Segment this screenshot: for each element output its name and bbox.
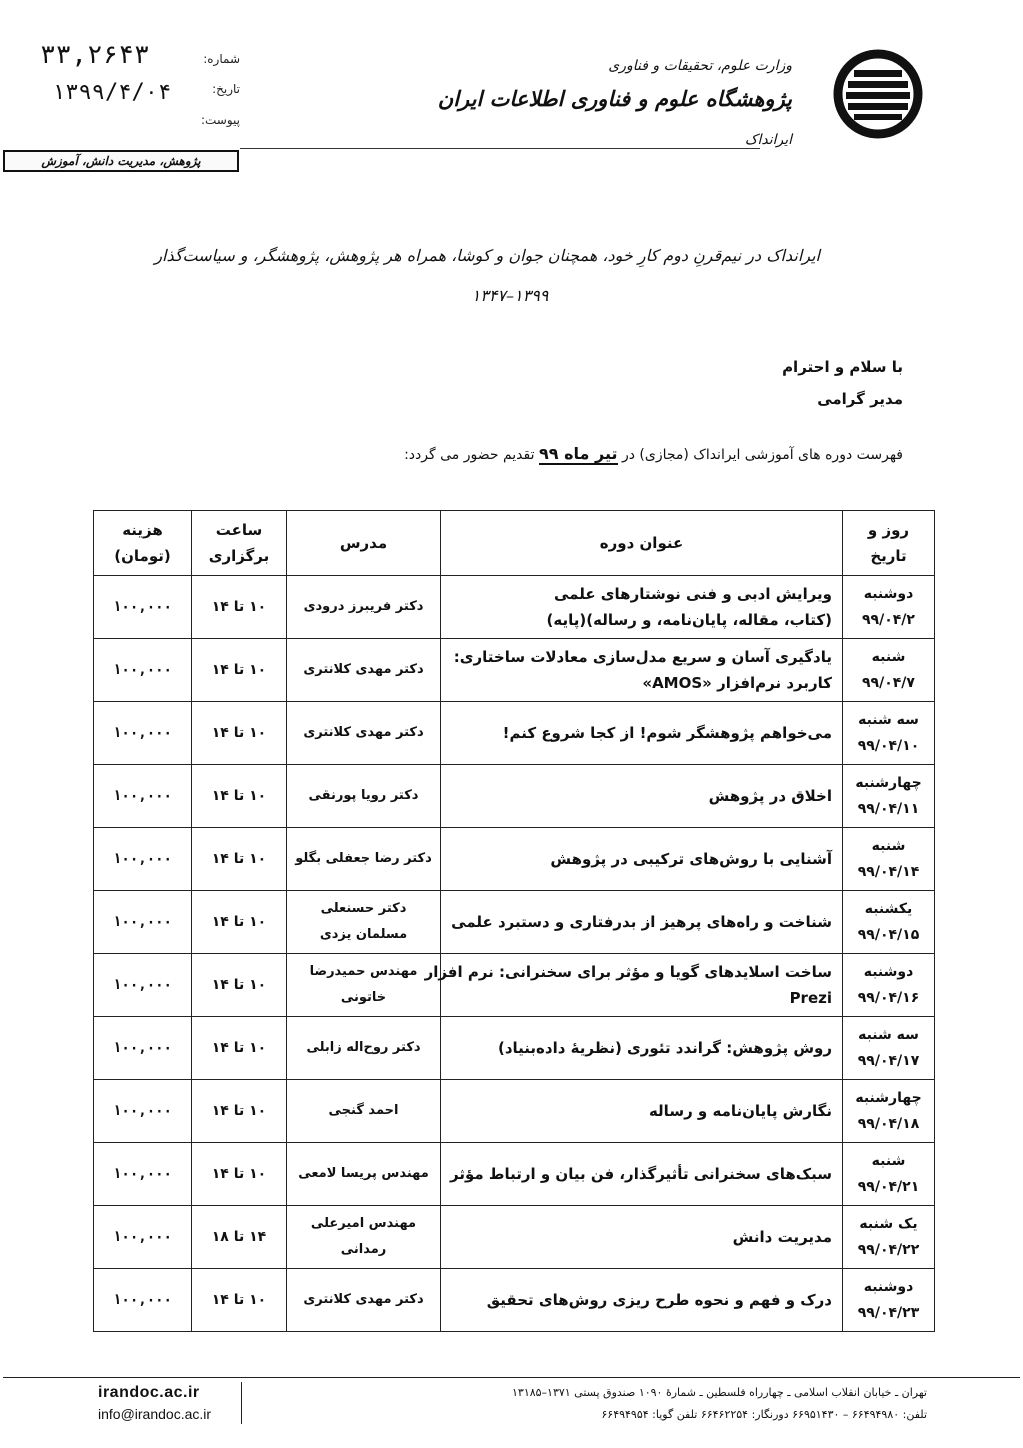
cell-title [441, 1080, 843, 1143]
cell-day-date [843, 1143, 935, 1206]
cell-date: ۹۹/۰۴/۲۱ [857, 1179, 920, 1195]
cell-day: سه شنبه [858, 1027, 919, 1043]
cell-teacher: مهندس پریسا لامعی [287, 1143, 441, 1206]
cell-title [441, 891, 843, 954]
cell-day-date [843, 639, 935, 702]
email-link[interactable]: info@irandoc.ac.ir [98, 1406, 212, 1422]
cell-title [441, 1206, 843, 1269]
date-label: تاریخ: [212, 82, 240, 96]
cell-day: شنبه [871, 649, 906, 665]
cell-fee: ۱۰۰,۰۰۰ [94, 639, 192, 702]
cell-date: ۹۹/۰۴/۲ [862, 612, 915, 628]
cell-title-line1: شناخت و راه‌های پرهیز از بدرفتاری و دستبرد علمی [451, 913, 832, 931]
cell-fee: ۱۰۰,۰۰۰ [94, 702, 192, 765]
cell-title-line1: مدیریت دانش [732, 1228, 832, 1246]
header-teacher: مدرس [287, 511, 441, 576]
cell-date: ۹۹/۰۴/۱۴ [857, 864, 920, 880]
postal-address: تهران ـ خیابان انقلاب اسلامی ـ چهارراه فلسطین ـ شمارهٔ ۱۰۹۰ صندوق پستی ۱۳۷۱–۱۳۱۸۵ [512, 1386, 927, 1399]
cell-time: ۱۰ تا ۱۴ [192, 1017, 287, 1080]
footer-divider [241, 1382, 242, 1424]
cell-teacher: احمد گنجی [287, 1080, 441, 1143]
cell-day: دوشنبه [863, 586, 914, 602]
cell-day-date [843, 828, 935, 891]
cell-date: ۹۹/۰۴/۱۵ [857, 927, 920, 943]
table-row [94, 954, 935, 1017]
cell-time: ۱۰ تا ۱۴ [192, 1080, 287, 1143]
cell-title-line1: می‌خواهم پژوهشگر شوم! از کجا شروع کنم! [502, 724, 832, 742]
header-fee [94, 511, 192, 576]
table-row [94, 828, 935, 891]
cell-time: ۱۰ تا ۱۴ [192, 702, 287, 765]
cell-teacher: مهندس امیرعلی رمدانی [287, 1206, 441, 1269]
cell-time: ۱۰ تا ۱۴ [192, 1269, 287, 1332]
cell-title-line1: درک و فهم و نحوه طرح ریزی روش‌های تحقیق [486, 1291, 832, 1309]
cell-title-line1: نگارش پایان‌نامه و رساله [648, 1102, 832, 1120]
cell-fee: ۱۰۰,۰۰۰ [94, 1017, 192, 1080]
cell-title [441, 1269, 843, 1332]
cell-fee: ۱۰۰,۰۰۰ [94, 1143, 192, 1206]
organization-abbreviation: ایرانداک [744, 132, 792, 148]
header-rule [240, 148, 760, 149]
cell-title [441, 765, 843, 828]
cell-day: یکشنبه [864, 901, 913, 917]
cell-title [441, 639, 843, 702]
cell-title [441, 702, 843, 765]
cell-teacher: دکتر روح‌اله زابلی [287, 1017, 441, 1080]
courses-table [93, 510, 935, 1332]
cell-title-line2: Prezi [789, 989, 832, 1007]
cell-title-line1: ساخت اسلایدهای گویا و مؤثر برای سخنرانی: نرم افزار [424, 963, 832, 981]
cell-time: ۱۰ تا ۱۴ [192, 891, 287, 954]
table-row [94, 1017, 935, 1080]
phone-numbers: تلفن: ۶۶۴۹۴۹۸۰ – ۶۶۹۵۱۴۳۰ دورنگار: ۶۶۴۶۲۲۵۴ تلفن گویا: ۶۶۴۹۴۹۵۴ [601, 1408, 927, 1421]
cell-date: ۹۹/۰۴/۱۰ [857, 738, 920, 754]
table-row [94, 765, 935, 828]
cell-date: ۹۹/۰۴/۱۷ [857, 1053, 920, 1069]
cell-fee: ۱۰۰,۰۰۰ [94, 1080, 192, 1143]
cell-teacher: مهندس حمیدرضا خاتونی [287, 954, 441, 1017]
cell-teacher: دکتر فریبرز درودی [287, 576, 441, 639]
cell-title [441, 1017, 843, 1080]
irandoc-logo [832, 48, 924, 140]
table-row [94, 702, 935, 765]
cell-title [424, 954, 843, 1017]
cell-day: دوشنبه [863, 964, 914, 980]
number-label: شماره: [203, 52, 240, 66]
cell-date: ۹۹/۰۴/۱۱ [857, 801, 920, 817]
cell-day-date [843, 891, 935, 954]
cell-title-line1: یادگیری آسان و سریع مدل‌سازی معادلات ساختاری: [453, 648, 832, 666]
cell-teacher: دکتر مهدی کلانتری [287, 1269, 441, 1332]
department-stamp: پژوهش، مدیریت دانش، آموزش [3, 150, 239, 172]
cell-day-date [843, 1206, 935, 1269]
table-row [94, 1143, 935, 1206]
addressee: مدیر گرامی [817, 390, 903, 408]
cell-title [441, 576, 843, 639]
header-time [192, 511, 287, 576]
greeting: با سلام و احترام [782, 358, 903, 376]
cell-day: شنبه [871, 1153, 906, 1169]
cell-day: چهارشنبه [855, 775, 922, 791]
cell-day: چهارشنبه [855, 1090, 922, 1106]
cell-fee: ۱۰۰,۰۰۰ [94, 828, 192, 891]
cell-date: ۹۹/۰۴/۲۲ [857, 1242, 920, 1258]
header-date: روز و تاریخ [843, 511, 935, 576]
header-time-line1: ساعت [215, 521, 263, 539]
website-link[interactable]: irandoc.ac.ir [98, 1384, 200, 1401]
cell-fee: ۱۰۰,۰۰۰ [94, 1206, 192, 1269]
cell-fee: ۱۰۰,۰۰۰ [94, 1269, 192, 1332]
table-row [94, 1206, 935, 1269]
cell-day-date [843, 1017, 935, 1080]
cell-day-date [843, 954, 935, 1017]
cell-fee: ۱۰۰,۰۰۰ [94, 765, 192, 828]
attachment-label: پیوست: [200, 113, 240, 127]
cell-day: شنبه [871, 838, 906, 854]
cell-date: ۹۹/۰۴/۷ [862, 675, 915, 691]
table-row [94, 576, 935, 639]
cell-title-line1: اخلاق در پژوهش [708, 787, 832, 805]
footer-rule [3, 1377, 1020, 1378]
cell-teacher: دکتر حسنعلی مسلمان یزدی [287, 891, 441, 954]
cell-time: ۱۴ تا ۱۸ [192, 1206, 287, 1269]
cell-teacher: دکتر مهدی کلانتری [287, 639, 441, 702]
cell-title-line1: روش پژوهش: گراندد تئوری (نظریهٔ داده‌بنیاد) [497, 1039, 832, 1057]
cell-day-date [843, 765, 935, 828]
slogan: ایرانداک در نیم‌قرنِ دوم کارِ خود، همچنان جوان و کوشا، همراه هر پژوهش، پژوهشگر، و سیاست‌گذار [154, 246, 820, 265]
cell-day: یک شنبه [859, 1216, 918, 1232]
letter-date: ۱۳۹۹/۴/۰۴ [52, 80, 172, 105]
cell-time: ۱۰ تا ۱۴ [192, 1143, 287, 1206]
intro-sentence [404, 444, 903, 463]
table-row [94, 1080, 935, 1143]
cell-fee: ۱۰۰,۰۰۰ [94, 576, 192, 639]
letter-number: ۳۳,۲۶۴۳ [40, 40, 150, 70]
header-time-line2: برگزاری [208, 547, 270, 565]
cell-date: ۹۹/۰۴/۲۳ [857, 1305, 920, 1321]
cell-day: سه شنبه [858, 712, 919, 728]
cell-time: ۱۰ تا ۱۴ [192, 765, 287, 828]
table-header-row [94, 511, 935, 576]
cell-day-date [843, 702, 935, 765]
slogan-years: ۱۳۴۷–۱۳۹۹ [471, 286, 549, 305]
intro-before: فهرست دوره های آموزشی ایرانداک (مجازی) در [621, 447, 903, 463]
cell-fee: ۱۰۰,۰۰۰ [94, 954, 192, 1017]
cell-day-date [843, 576, 935, 639]
cell-title-line2: کاربرد نرم‌افزار «AMOS» [642, 674, 832, 692]
cell-title [441, 828, 843, 891]
cell-title-line1: سبک‌های سخنرانی تأثیرگذار، فن بیان و ارتباط مؤثر [450, 1165, 832, 1183]
cell-title-line1: ویرایش ادبی و فنی نوشتارهای علمی [553, 585, 832, 603]
cell-title-line2: (کتاب، مقاله، پایان‌نامه، و رساله)(پایه) [546, 611, 832, 629]
table-row [94, 891, 935, 954]
cell-day-date [843, 1269, 935, 1332]
cell-time: ۱۰ تا ۱۴ [192, 576, 287, 639]
cell-teacher: دکتر رضا جعفلی بگلو [287, 828, 441, 891]
cell-time: ۱۰ تا ۱۴ [192, 954, 287, 1017]
organization-name: پژوهشگاه علوم و فناوری اطلاعات ایران [437, 86, 792, 111]
header-title: عنوان دوره [441, 511, 843, 576]
table-row [94, 1269, 935, 1332]
cell-title-line1: آشنایی با روش‌های ترکیبی در پژوهش [550, 850, 832, 868]
table-row [94, 639, 935, 702]
header-fee-line2: (تومان) [114, 547, 171, 565]
cell-date: ۹۹/۰۴/۱۶ [857, 990, 920, 1006]
ministry-name: وزارت علوم، تحقیقات و فناوری [608, 58, 792, 74]
cell-fee: ۱۰۰,۰۰۰ [94, 891, 192, 954]
cell-title [441, 1143, 843, 1206]
cell-time: ۱۰ تا ۱۴ [192, 828, 287, 891]
cell-date: ۹۹/۰۴/۱۸ [857, 1116, 920, 1132]
cell-day: دوشنبه [863, 1279, 914, 1295]
intro-after: تقدیم حضور می گردد: [404, 447, 535, 463]
cell-teacher: دکتر مهدی کلانتری [287, 702, 441, 765]
cell-time: ۱۰ تا ۱۴ [192, 639, 287, 702]
cell-day-date [843, 1080, 935, 1143]
header-fee-line1: هزینه [122, 521, 163, 539]
intro-highlight: تیر ماه ۹۹ [538, 444, 618, 463]
cell-teacher: دکتر رویا پورنقی [287, 765, 441, 828]
